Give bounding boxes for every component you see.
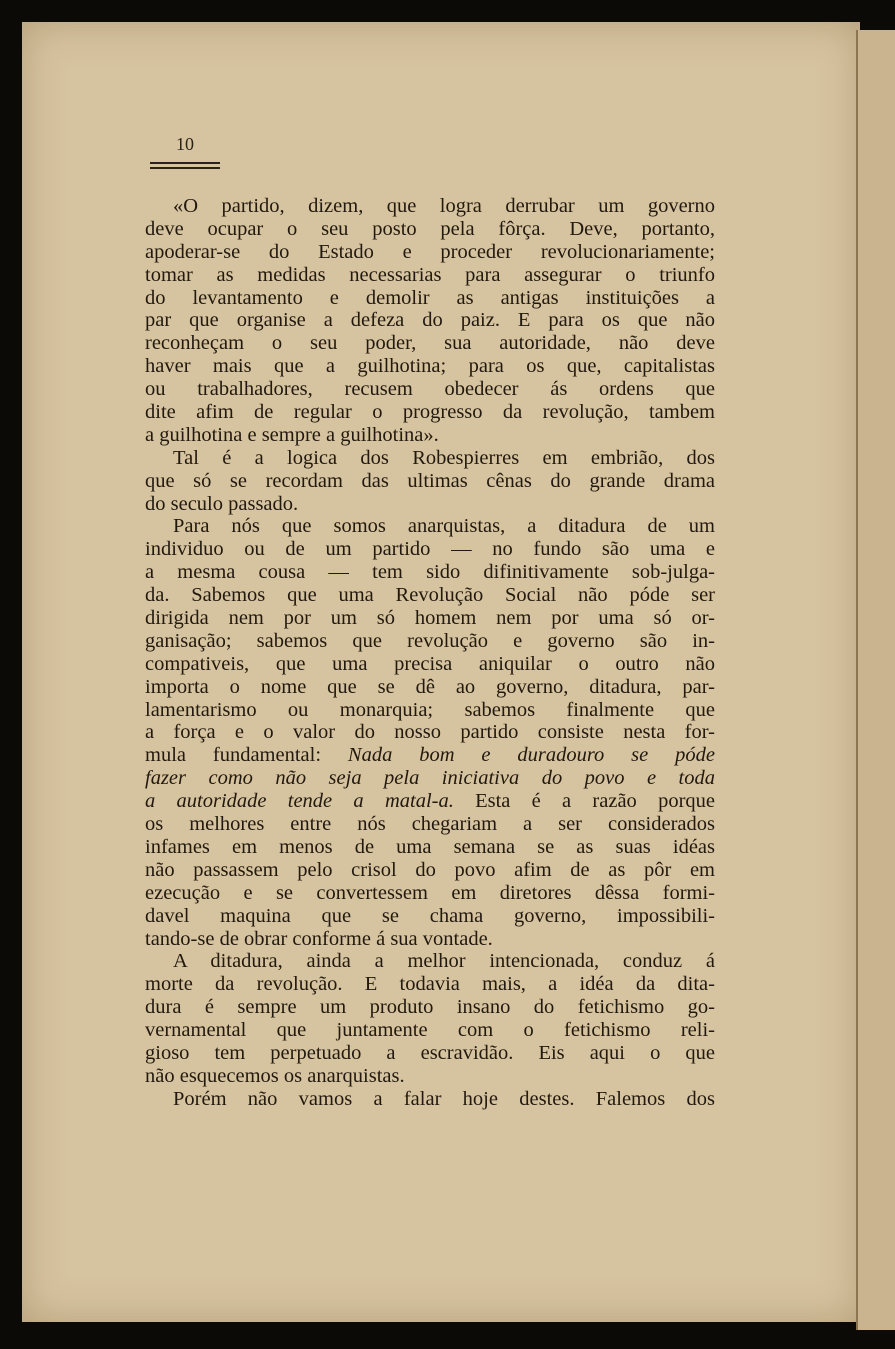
text-line: tando-se de obrar conforme á sua vontade. <box>145 927 493 950</box>
text-line: não passassem pelo crisol do povo afim de as pôr em <box>145 858 715 881</box>
text-line: tomar as medidas necessarias para assegurar o triunfo <box>145 263 715 286</box>
text-line: haver mais que a guilhotina; para os que, capitalistas <box>145 355 715 378</box>
text-line: lamentarismo ou monarquia; sabemos finalmente que <box>145 698 715 721</box>
text-line: dura é sempre um produto insano do fetichismo go- <box>145 996 715 1019</box>
text-line: morte da revolução. E todavia mais, a idéa da dita- <box>145 973 715 996</box>
text-line: os melhores entre nós chegariam a ser considerados <box>145 813 715 836</box>
text-line: do seculo passado. <box>145 492 299 515</box>
text-line: a força e o valor do nosso partido consiste nesta for- <box>145 721 715 744</box>
text-line: a guilhotina e sempre a guilhotina». <box>145 423 439 446</box>
text-line: infames em menos de uma semana se as suas idéas <box>145 835 715 858</box>
text-line: importa o nome que se dê ao governo, ditadura, par- <box>145 675 715 698</box>
text-line: «O partido, dizem, que logra derrubar um governo <box>173 195 715 217</box>
text-line: fazer como não seja pela iniciativa do povo e toda <box>145 767 715 790</box>
text-line: a autoridade tende a matal-a. Esta é a razão porque <box>145 790 715 813</box>
text-line: apoderar-se do Estado e proceder revolucionariamente; <box>145 240 715 263</box>
text-line: par que organise a defeza do paiz. E para os que não <box>145 309 715 332</box>
text-line: não esquecemos os anarquistas. <box>145 1064 405 1087</box>
text-line: individuo ou de um partido — no fundo são uma e <box>145 538 715 561</box>
page-number-rule-bottom <box>150 167 220 169</box>
body-text <box>145 195 715 1111</box>
next-page-edge <box>856 30 895 1330</box>
text-line: da. Sabemos que uma Revolução Social não póde ser <box>145 584 715 607</box>
page-number-rule-top <box>150 162 220 164</box>
text-line: a mesma cousa — tem sido difinitivamente sob-julga- <box>145 561 715 584</box>
text-line: ou trabalhadores, recusem obedecer ás ordens que <box>145 378 715 401</box>
text-line: compativeis, que uma precisa aniquilar o outro não <box>145 652 715 675</box>
text-line: dirigida nem por um só homem nem por uma só or- <box>145 607 715 630</box>
text-line: vernamental que juntamente com o fetichismo reli- <box>145 1019 715 1042</box>
text-line: A ditadura, ainda a melhor intencionada, conduz á <box>173 950 715 973</box>
text-line: ezecução e se convertessem em diretores dêssa formi- <box>145 881 715 904</box>
text-line: mula fundamental: Nada bom e duradouro se póde <box>145 744 715 767</box>
page-number: 10 <box>176 134 194 154</box>
text-line: davel maquina que se chama governo, impossibili- <box>145 904 715 927</box>
text-line: deve ocupar o seu posto pela fôrça. Deve, portanto, <box>145 217 715 240</box>
text-line: gioso tem perpetuado a escravidão. Eis aqui o que <box>145 1041 715 1064</box>
text-line: do levantamento e demolir as antigas instituições a <box>145 286 715 309</box>
text-line: Para nós que somos anarquistas, a ditadura de um <box>173 515 715 538</box>
text-line: reconheçam o seu poder, sua autoridade, não deve <box>145 332 715 355</box>
text-line: que só se recordam das ultimas cênas do grande drama <box>145 469 715 492</box>
text-line: ganisação; sabemos que revolução e governo são in- <box>145 629 715 652</box>
text-line: Porém não vamos a falar hoje destes. Falemos dos <box>173 1087 715 1110</box>
text-line: dite afim de regular o progresso da revolução, tambem <box>145 401 715 424</box>
text-line: Tal é a logica dos Robespierres em embrião, dos <box>173 446 715 469</box>
